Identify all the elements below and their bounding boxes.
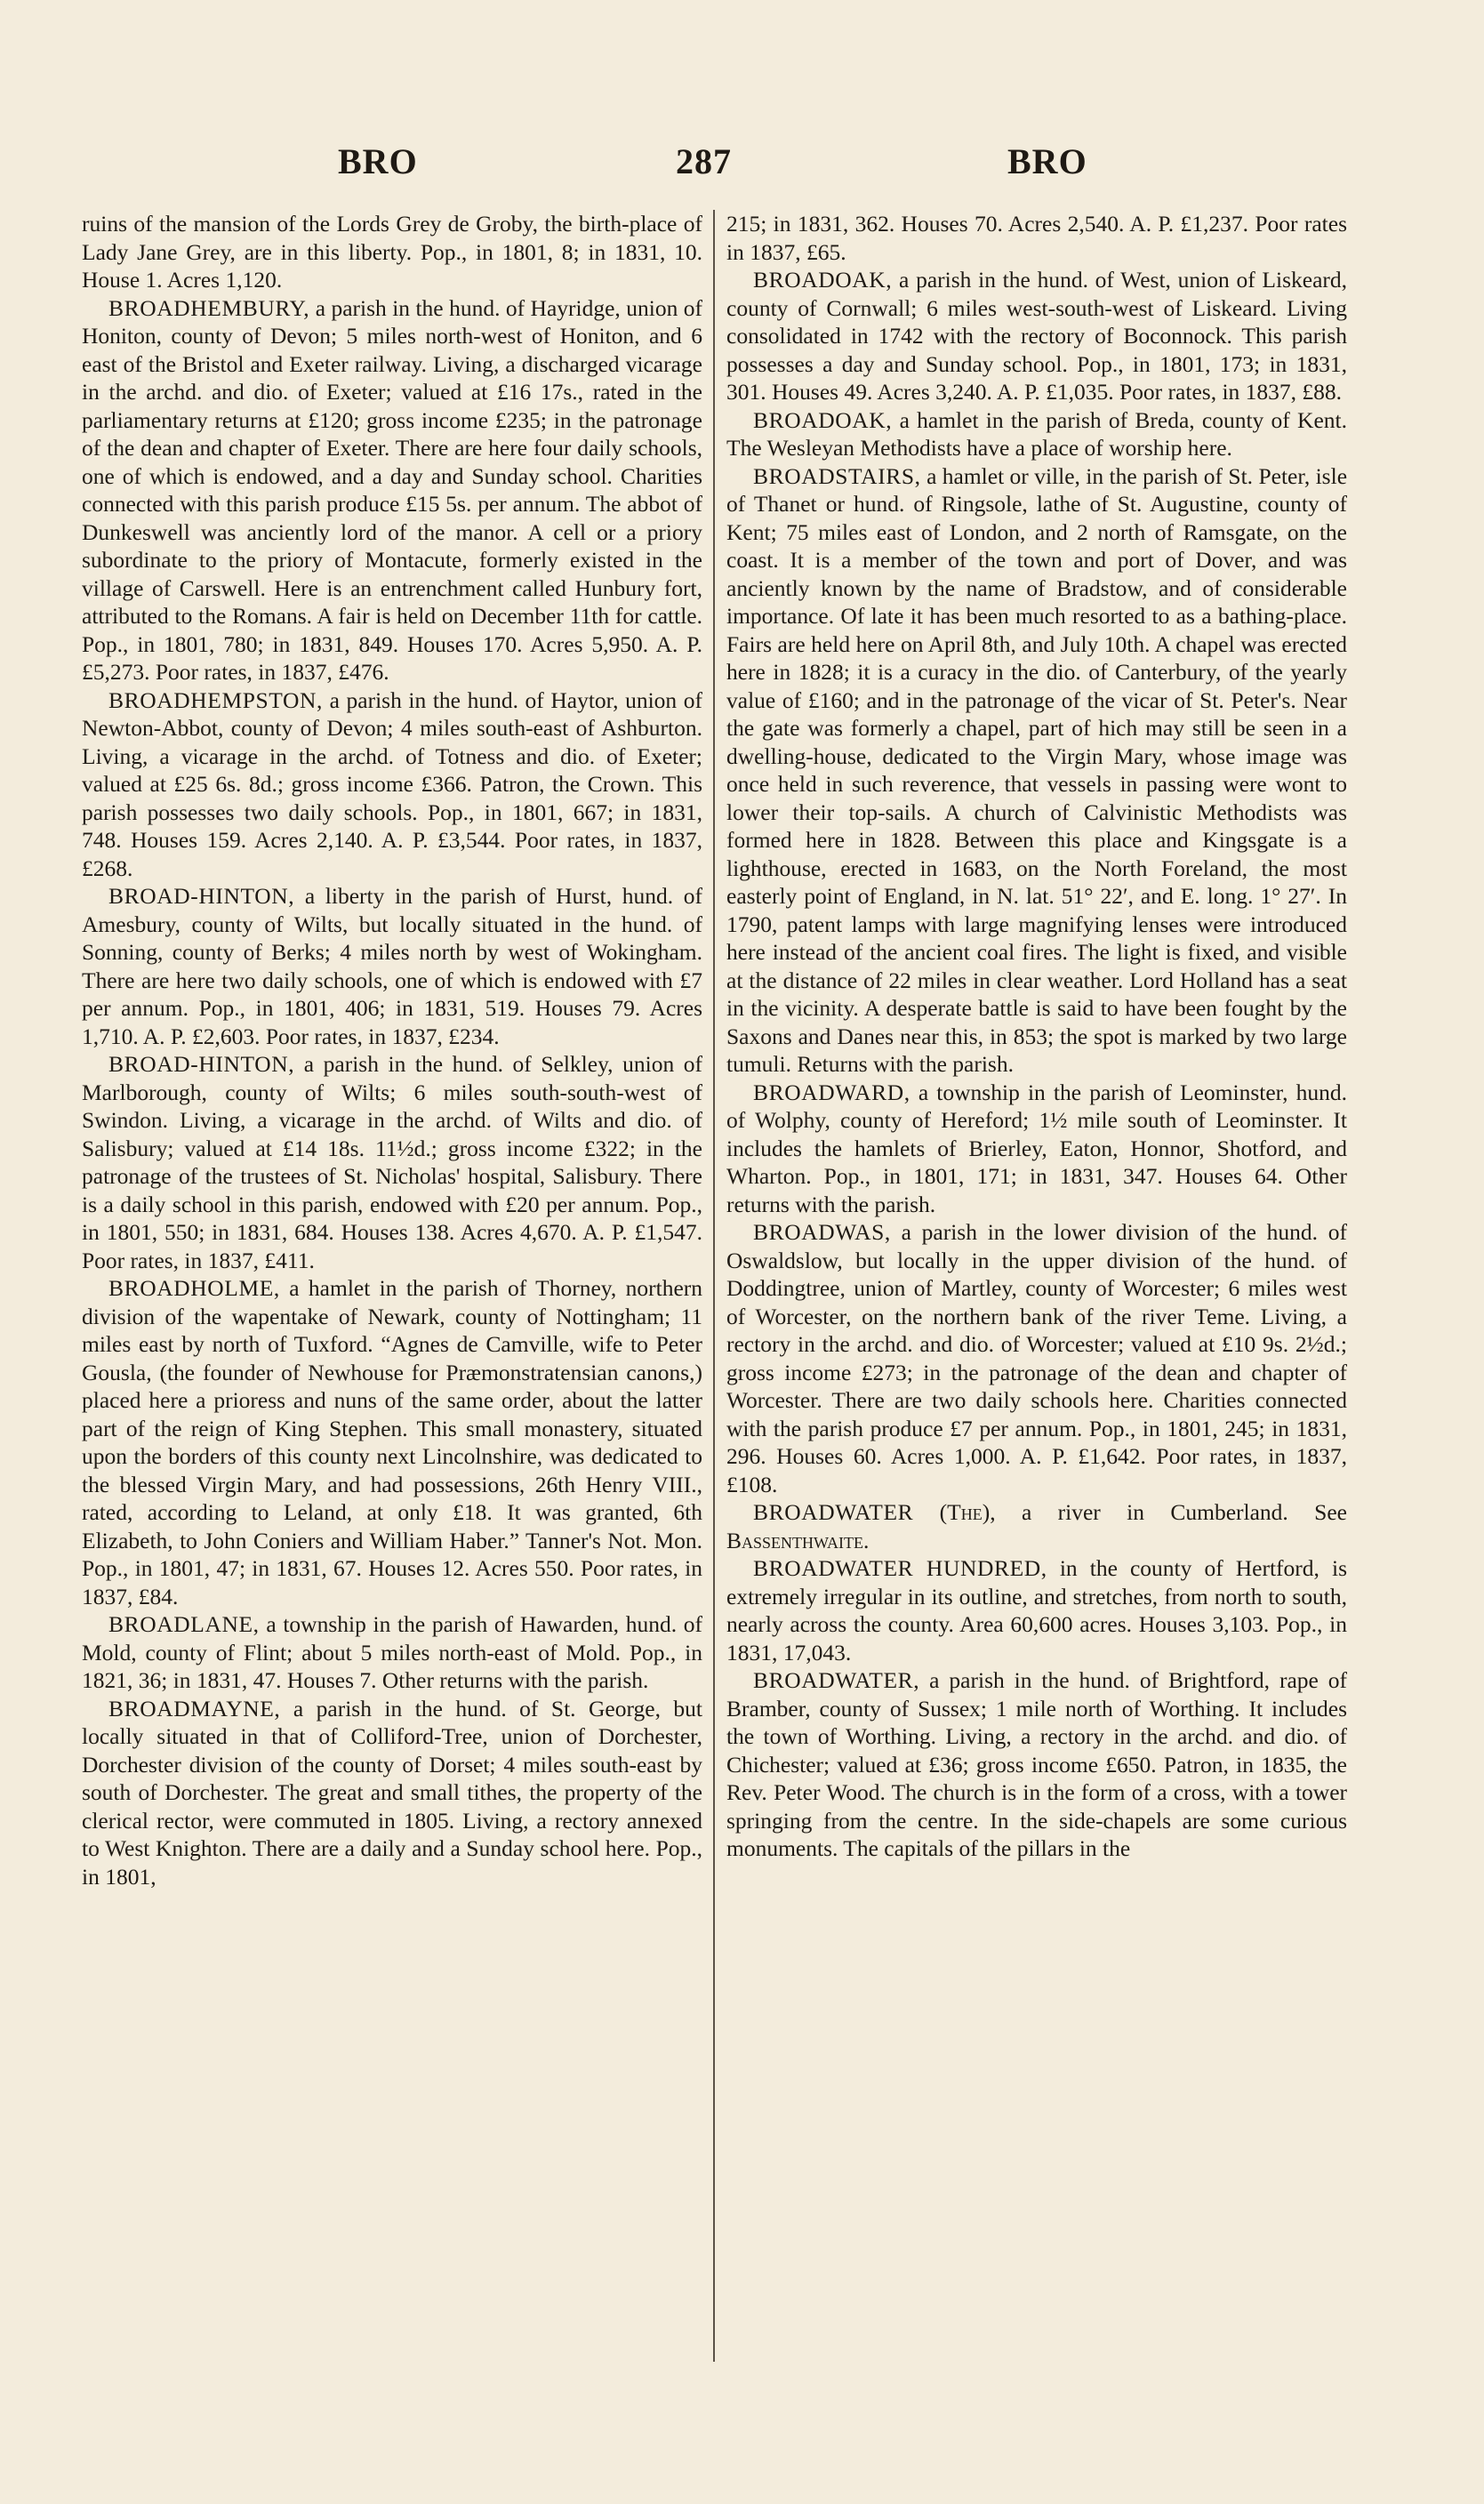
entry <box>726 1666 1347 1863</box>
continuation-paragraph <box>726 210 1347 266</box>
entry-text: a parish in the lower division of the hund. of Oswaldslow, but locally in the upper division of the hund. of Doddingtree, union of Martley, county of Worcester; 6 miles west of Worcester, on the northern bank of the river Teme. Living, a rectory in the archd. and dio. of Worcester; valued at £10 9s. 2½d.; gross income £273; in the patronage of the dean and chapter of Worcester. There are two daily schools here. Charities connected with the parish produce £7 per annum. Pop., in 1801, 245; in 1831, 296. Houses 60. Acres 1,000. A. P. £1,642. Poor rates, in 1837, £108. <box>726 1219 1348 1497</box>
entry-headword: BROADWATER, <box>753 1667 920 1693</box>
entry-headword: BROADWAS, <box>753 1219 891 1245</box>
entry <box>82 1695 702 1891</box>
entry-headword: BROADLANE, <box>108 1611 260 1637</box>
entry-headword: BROAD-HINTON, <box>108 883 295 909</box>
header-right-guideword: BRO <box>1007 141 1087 181</box>
page-number: 287 <box>676 141 732 181</box>
entry <box>726 406 1347 462</box>
entry-text: a hamlet or ville, in the parish of St. Peter, isle of Thanet or hund. of Ringsole, lathe of St. Augustine, county of Kent; 75 miles east of London, and 2 north of Ramsgate, on the coast. It is a member of the town and port of Dover, and was anciently known by the name of Bradstow, and of considerable importance. Of late it has been much resorted to as a bathing-place. Fairs are held here on April 8th, and July 10th. A chapel was erected here in 1828; it is a curacy in the dio. of Canterbury, of the yearly value of £160; and in the patronage of the vicar of St. Peter's. Near the gate was formerly a chapel, part of hich may still be seen in a dwelling-house, dedicated to the Virgin Mary, whose image was once held in such reverence, that vessels in passing were wont to lower their top-sails. A church of Calvinistic Methodists was formed here in 1828. Between this place and Kingsgate is a lighthouse, erected in 1683, on the North Foreland, the most easterly point of England, in N. lat. 51° 22′, and E. long. 1° 27′. In 1790, patent lamps with large magnifying lenses were introduced here instead of the ancient coal fires. The light is fixed, and visible at the distance of 22 miles in clear weather. Lord Holland has a seat in the vicinity. A desperate battle is said to have been fought by the Saxons and Danes near this, in 853; the spot is marked by two large tumuli. Returns with the parish. <box>726 462 1348 1077</box>
entry-text: a hamlet in the parish of Breda, county of Kent. The Wesleyan Methodists have a place of worship here. <box>726 406 1348 461</box>
entry <box>82 1610 702 1695</box>
running-header <box>0 133 1484 187</box>
column-divider-rule <box>713 210 715 2362</box>
entry <box>726 1554 1347 1666</box>
entry <box>82 882 702 1050</box>
entry-headword: BROADOAK, <box>753 406 893 433</box>
entry <box>726 266 1347 406</box>
entry <box>82 294 702 686</box>
entry-headword-suffix: (The), <box>913 1499 996 1525</box>
entry-headword: BROADHEMBURY, <box>108 294 310 321</box>
entry-headword: BROADSTAIRS, <box>753 462 921 489</box>
entry <box>82 1050 702 1274</box>
entry-text: a parish in the hund. of West, union of Liskeard, county of Cornwall; 6 miles west-south-west of Liskeard. Living consolidated in 1742 with the rectory of Boconnock. This parish possesses a day and Sunday school. Pop., in 1801, 173; in 1831, 301. Houses 49. Acres 3,240. A. P. £1,035. Poor rates, in 1837, £88. <box>726 267 1348 405</box>
entry-text: a river in Cumberland. See <box>1021 1499 1347 1525</box>
cross-reference: Bassenthwaite. <box>726 1527 870 1553</box>
entry-text: a parish in the hund. of St. George, but locally situated in that of Colliford-Tree, union of Dorchester, Dorchester division of the county of Dorset; 4 miles south-east by south of Dorchester. The great and small tithes, the property of the clerical rector, were commuted in 1805. Living, a rectory annexed to West Knighton. There are a daily and a Sunday school here. Pop., in 1801, <box>82 1695 702 1890</box>
entry-text: a liberty in the parish of Hurst, hund. of Amesbury, county of Wilts, but locally situated in the hund. of Sonning, county of Berks; 4 miles north by west of Wokingham. There are here two daily schools, one of which is endowed with £7 per annum. Pop., in 1801, 406; in 1831, 519. Houses 79. Acres 1,710. A. P. £2,603. Poor rates, in 1837, £234. <box>82 883 702 1049</box>
continuation-paragraph <box>82 210 702 294</box>
entry-text: a township in the parish of Leominster, hund. of Wolphy, county of Hereford; 1½ mile south of Leominster. It includes the hamlets of Brierley, Eaton, Honnor, Shotford, and Wharton. Pop., in 1801, 171; in 1831, 347. Houses 64. Other returns with the parish. <box>726 1079 1347 1217</box>
left-column <box>82 210 702 1890</box>
entry-headword: BROADHEMPSTON, <box>108 686 324 713</box>
entry-headword: BROADWARD, <box>753 1079 910 1105</box>
entry-headword: BROAD-HINTON, <box>108 1051 295 1077</box>
entry-text: in the county of Hertford, is extremely irregular in its outline, and stretches, from north to south, nearly across the county. Area 60,600 acres. Houses 3,103. Pop., in 1831, 17,043. <box>726 1555 1347 1665</box>
entry <box>726 1498 1347 1554</box>
entry-text: a parish in the hund. of Selkley, union of Marlborough, county of Wilts; 6 miles south-south-west of Swindon. Living, a vicarage in the archd. of Wilts and dio. of Salisbury; valued at £14 18s. 11½d.; gross income £322; in the patronage of the trustees of St. Nicholas' hospital, Salisbury. There is a daily school in this parish, endowed with £20 per annum. Pop., in 1801, 550; in 1831, 684. Houses 138. Acres 4,670. A. P. £1,547. Poor rates, in 1837, £411. <box>82 1051 702 1273</box>
entry-text: 215; in 1831, 362. Houses 70. Acres 2,540. A. P. £1,237. Poor rates in 1837, £65. <box>726 211 1347 265</box>
entry-text: ruins of the mansion of the Lords Grey de Groby, the birth-place of Lady Jane Grey, are in this liberty. Pop., in 1801, 8; in 1831, 10. House 1. Acres 1,120. <box>82 211 702 293</box>
entry-headword: BROADMAYNE, <box>108 1695 281 1722</box>
entry <box>726 1218 1347 1498</box>
entry-text: a parish in the hund. of Hayridge, union of Honiton, county of Devon; 5 miles north-west of Honiton, and 6 east of the Bristol and Exeter railway. Living, a discharged vicarage in the archd. and dio. of Exeter; valued at £16 17s., rated in the parliamentary returns at £120; gross income £235; in the patronage of the dean and chapter of Exeter. There are here four daily schools, one of which is endowed, and a day and Sunday school. Charities connected with this parish produce £15 5s. per annum. The abbot of Dunkeswell was anciently lord of the manor. A cell or a priory subordinate to the priory of Montacute, formerly existed in the village of Carswell. Here is an entrenchment called Hunbury fort, attributed to the Romans. A fair is held on December 11th for cattle. Pop., in 1801, 780; in 1831, 849. Houses 170. Acres 5,950. A. P. £5,273. Poor rates, in 1837, £476. <box>82 294 702 685</box>
header-left-guideword: BRO <box>338 141 418 181</box>
entry <box>726 1079 1347 1219</box>
entry-text: a hamlet in the parish of Thorney, northern division of the wapentake of Newark, county of Nottingham; 11 miles east by north of Tuxford. “Agnes de Camville, wife to Peter Gousla, (the founder of Newhouse for Præmonstratensian canons,) placed here a prioress and nuns of the same order, about the latter part of the reign of King Stephen. This small monastery, situated upon the borders of this county next Lincolnshire, was dedicated to the blessed Virgin Mary, and had possessions, 26th Henry VIII., rated, according to Leland, at only £18. It was granted, 6th Elizabeth, to John Coniers and William Haber.” Tanner's Not. Mon. Pop., in 1801, 47; in 1831, 67. Houses 12. Acres 550. Poor rates, in 1837, £84. <box>82 1275 702 1609</box>
entry-headword: BROADOAK, <box>753 267 893 293</box>
right-column <box>726 210 1347 1863</box>
entry <box>726 462 1347 1079</box>
entry <box>82 1274 702 1610</box>
entry <box>82 686 702 883</box>
entry-headword: BROADWATER HUNDRED, <box>753 1555 1047 1581</box>
entry-text: a township in the parish of Hawarden, hund. of Mold, county of Flint; about 5 miles north-east of Mold. Pop., in 1821, 36; in 1831, 47. Houses 7. Other returns with the parish. <box>82 1611 702 1693</box>
entry-headword: BROADWATER <box>753 1499 914 1525</box>
entry-headword: BROADHOLME, <box>108 1275 280 1301</box>
entry-text: a parish in the hund. of Brightford, rape of Bramber, county of Sussex; 1 mile north of Worthing. It includes the town of Worthing. Living, a rectory in the archd. and dio. of Chichester; valued at £36; gross income £650. Patron, in 1835, the Rev. Peter Wood. The church is in the form of a cross, with a tower springing from the centre. In the side-chapels are some curious monuments. The capitals of the pillars in the <box>726 1667 1348 1861</box>
entry-text: a parish in the hund. of Haytor, union of Newton-Abbot, county of Devon; 4 miles south-east of Ashburton. Living, a vicarage in the archd. of Totness and dio. of Exeter; valued at £25 6s. 8d.; gross income £366. Patron, the Crown. This parish possesses two daily schools. Pop., in 1801, 667; in 1831, 748. Houses 159. Acres 2,140. A. P. £3,544. Poor rates, in 1837, £268. <box>82 686 703 881</box>
